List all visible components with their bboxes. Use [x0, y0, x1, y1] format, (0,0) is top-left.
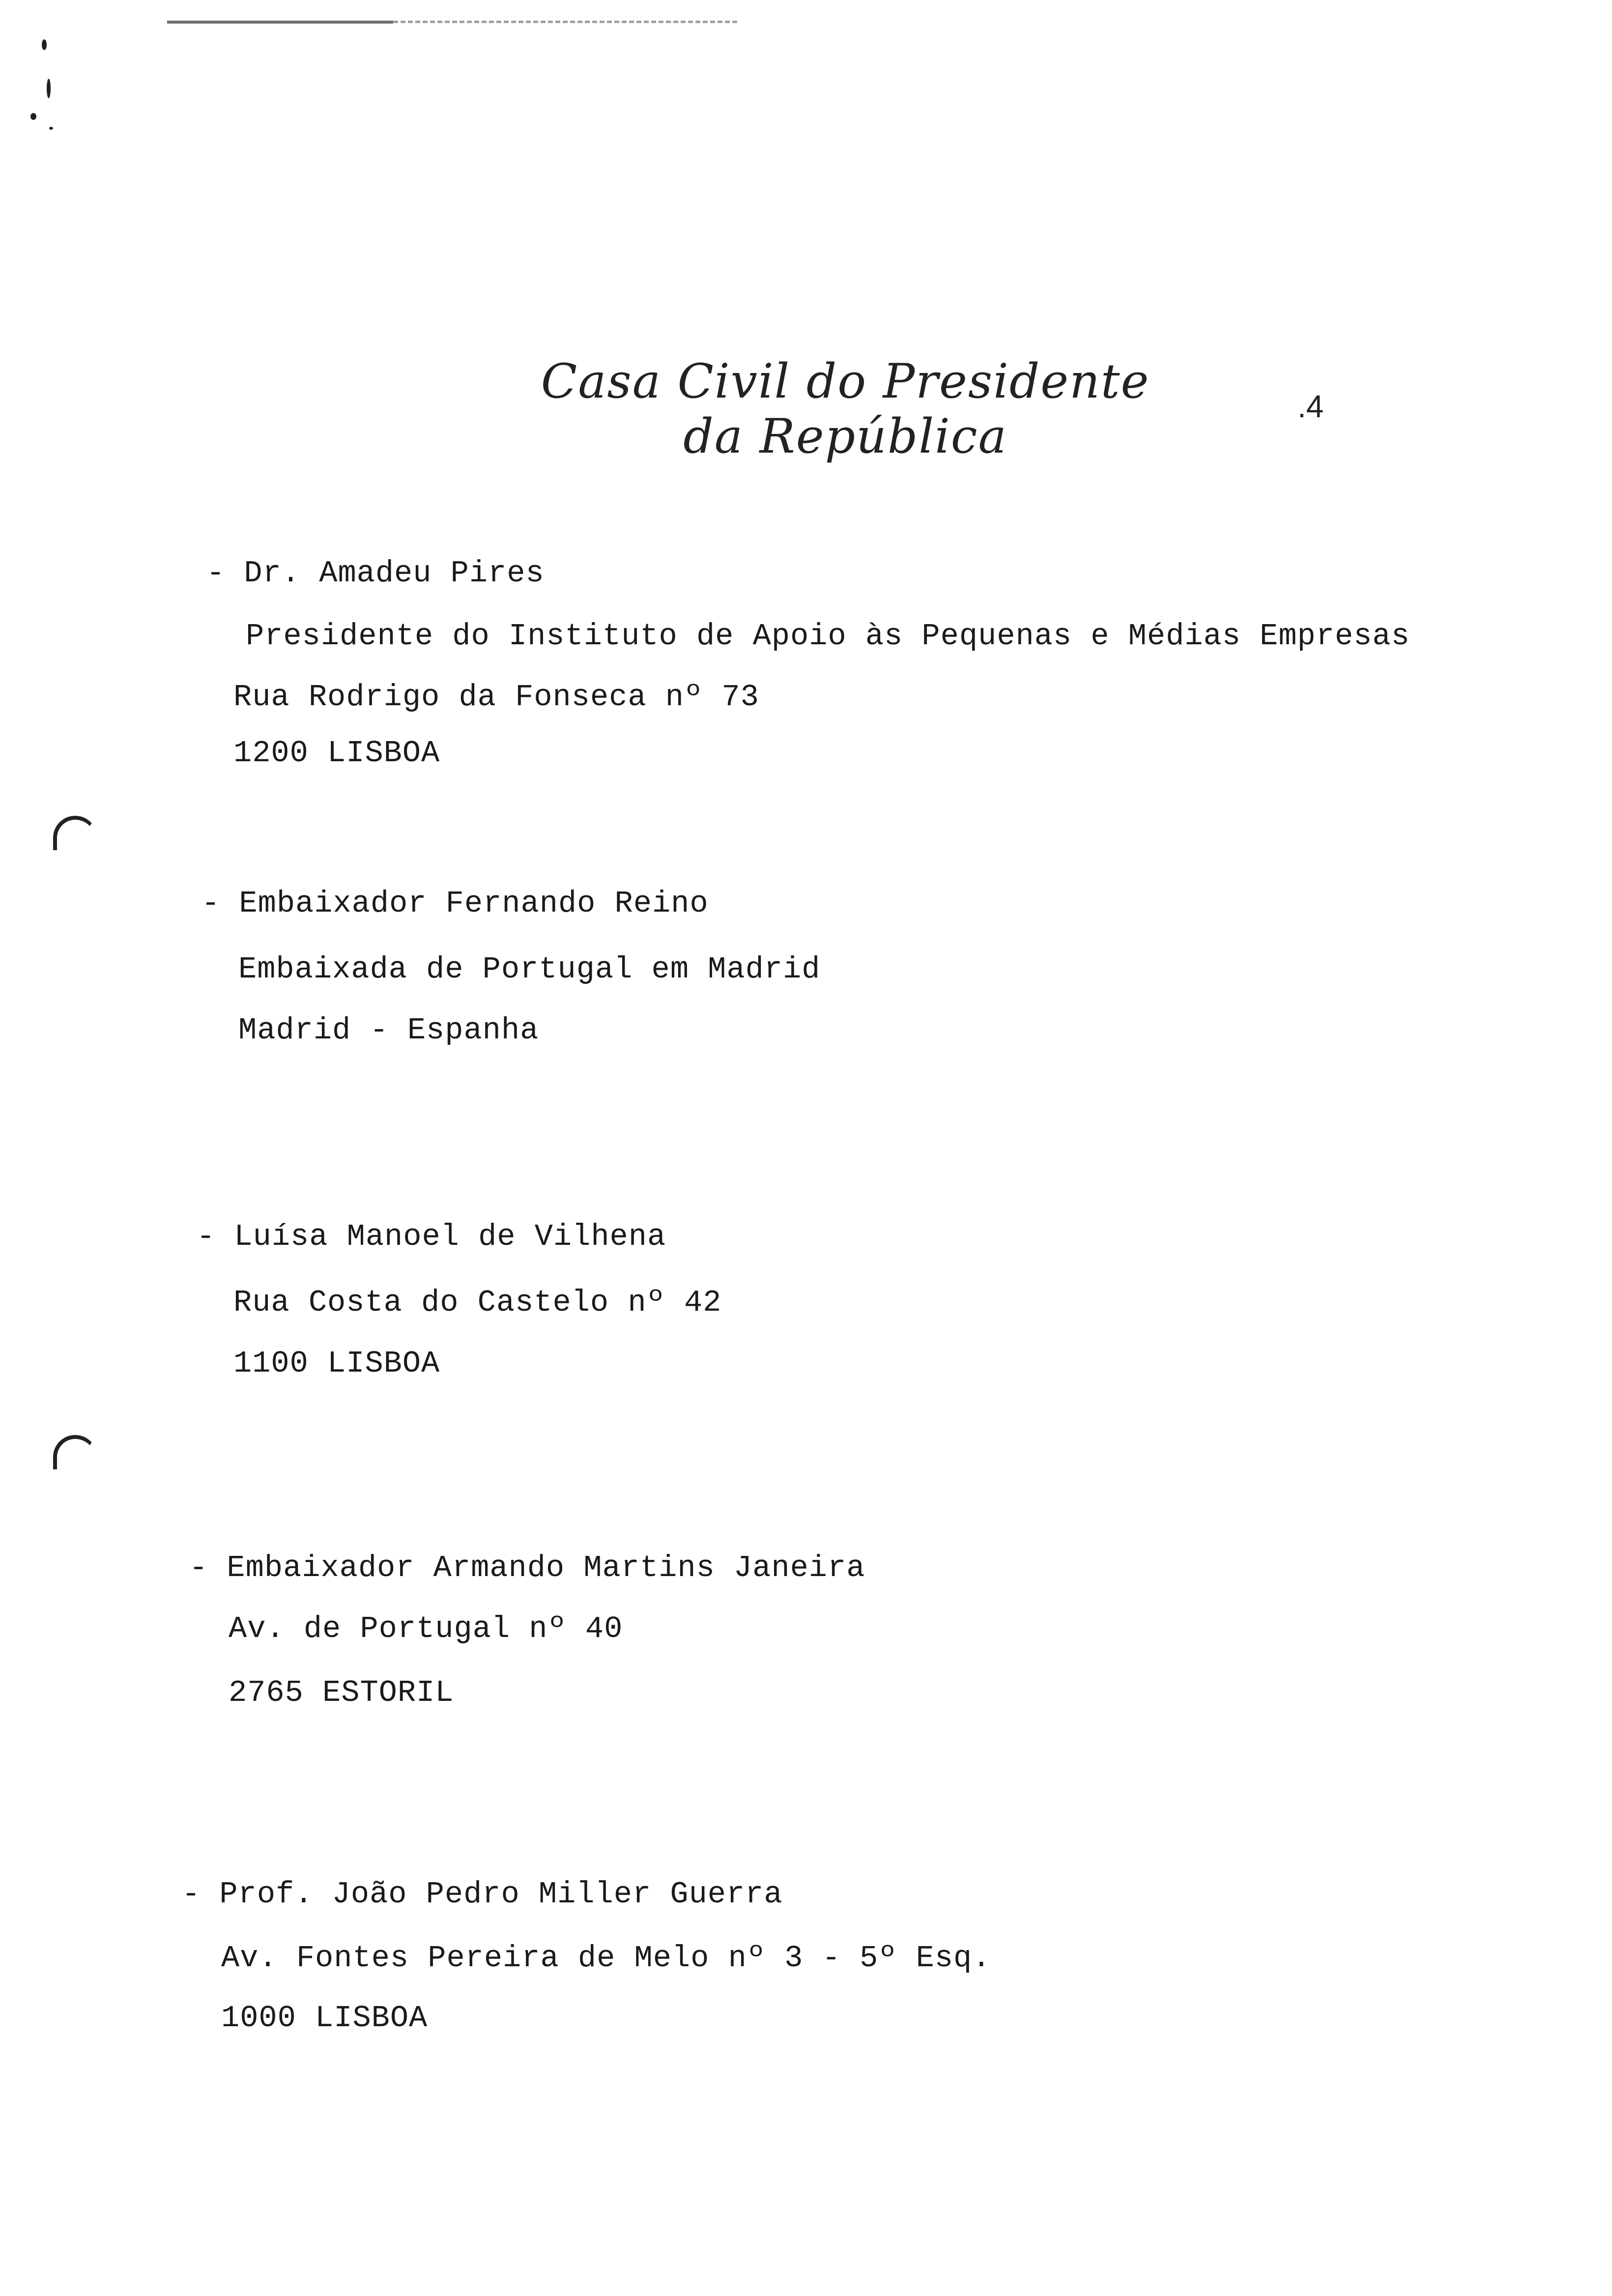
- address-entry: [206, 558, 1410, 769]
- letterhead: Casa Civil do Presidente da República: [541, 354, 1150, 464]
- address-entry: [189, 1550, 865, 1710]
- entry-name: - Dr. Amadeu Pires: [206, 556, 545, 591]
- address-entry: [202, 886, 821, 1048]
- entry-name: - Embaixador Fernando Reino: [202, 886, 709, 921]
- address-entry: [197, 1219, 722, 1381]
- scan-artifact-line: [167, 21, 393, 24]
- entry-line: Rua Rodrigo da Fonseca nº 73: [233, 680, 759, 715]
- entry-line: 1200 LISBOA: [233, 736, 440, 771]
- punch-hole-mark: [53, 816, 97, 850]
- scan-artifact-mark: [49, 127, 53, 130]
- entry-line: Madrid - Espanha: [238, 1013, 539, 1048]
- entry-line: 1000 LISBOA: [221, 2001, 428, 2036]
- entry-line: Presidente do Instituto de Apoio às Pequenas e Médias Empresas: [246, 619, 1410, 654]
- page-number: .4: [1297, 389, 1324, 424]
- scan-artifact-mark: [42, 39, 47, 50]
- scan-artifact-mark: [47, 79, 51, 98]
- entry-line: Av. Fontes Pereira de Melo nº 3 - 5º Esq.: [221, 1941, 991, 1976]
- entry-name: - Prof. João Pedro Miller Guerra: [182, 1877, 783, 1912]
- scan-artifact-mark: [30, 113, 36, 120]
- scan-artifact-line: [393, 21, 737, 23]
- entry-line: 1100 LISBOA: [233, 1346, 440, 1381]
- entry-line: 2765 ESTORIL: [229, 1675, 454, 1710]
- entry-name: - Luísa Manoel de Vilhena: [197, 1219, 666, 1254]
- entry-name: - Embaixador Armando Martins Janeira: [189, 1550, 865, 1585]
- punch-hole-mark: [53, 1435, 97, 1469]
- entry-line: Embaixada de Portugal em Madrid: [238, 952, 821, 987]
- address-entry: [182, 1879, 991, 2034]
- entry-line: Rua Costa do Castelo nº 42: [233, 1285, 722, 1320]
- entry-line: Av. de Portugal nº 40: [229, 1611, 623, 1646]
